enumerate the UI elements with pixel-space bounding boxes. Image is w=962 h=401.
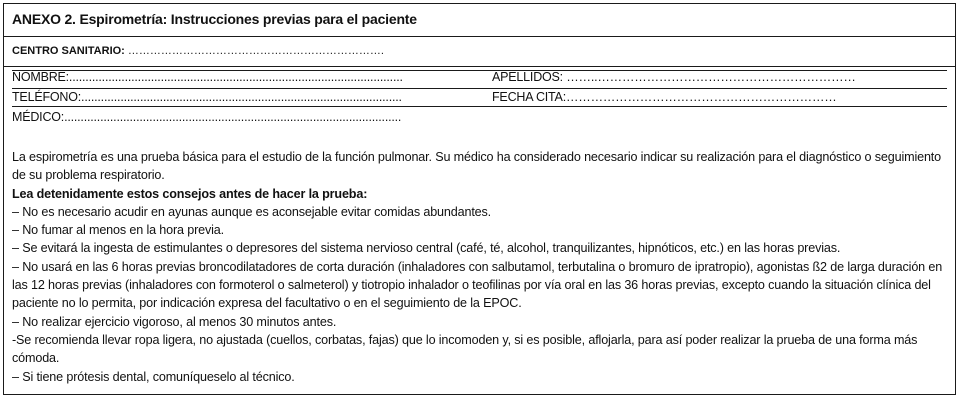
instruction-item: – Se evitará la ingesta de estimulantes o depresores del sistema nervioso central (café, té, alcohol, tranquilizantes, hipnóticos, etc.) en las horas previas. (12, 241, 841, 256)
telefono-field: TELÉFONO:.................................................................................................. (12, 90, 402, 104)
instruction-item: – No fumar al menos en la hora previa. (12, 223, 225, 238)
annex-frame (3, 3, 956, 395)
instruction-item: – No usará en las 6 horas previas broncodilatadores de corta duración (inhaladores con salbutamol, terbutalina o bromuro de ipratropio), agonistas ß2 de larga duración en las 12 horas previas (inhaladores con formoterol o salmeterol) y tiotropio inhalador o teofilinas por vía oral en las 36 horas previas, excepto cuando la situación clínica del paciente no lo permita, por indicación expresa del facultativo o en el seguimiento de la EPOC. (12, 259, 943, 311)
instructions-heading: Lea detenidamente estos consejos antes de hacer la prueba: (12, 186, 368, 201)
nombre-field: NOMBRE:...................................................................................................... (12, 70, 403, 84)
intro-paragraph: La espirometría es una prueba básica para el estudio de la función pulmonar. Su médico ha considerado necesario indicar su realización para el diagnóstico o seguimiento de su problema respiratorio. (12, 150, 942, 183)
instruction-item: – Si tiene prótesis dental, comuníqueselo al técnico. (12, 369, 295, 384)
apellidos-field: APELLIDOS: ……..……………………………………………………… (492, 70, 856, 84)
page-title: ANEXO 2. Espirometría: Instrucciones previas para el paciente (12, 11, 417, 27)
instructions-body (12, 148, 948, 386)
centro-dots: ……………………………………………………………. (124, 45, 384, 57)
centro-field (12, 45, 384, 57)
instruction-item: – No realizar ejercicio vigoroso, al menos 30 minutos antes. (12, 314, 337, 329)
field-rule-middle (12, 88, 947, 89)
title-row (4, 4, 955, 37)
centro-label: CENTRO SANITARIO: (12, 45, 125, 57)
fecha-cita-field: FECHA CITA:………………………………………………………… (492, 90, 837, 104)
medico-field: MÉDICO:....................................................................................................... (12, 110, 402, 124)
centro-row (4, 36, 955, 67)
instruction-item: -Se recomienda llevar ropa ligera, no ajustada (cuellos, corbatas, fajas) que lo incomoden y, si es posible, aflojarla, para así poder realizar la prueba de una forma más cómoda. (12, 332, 918, 366)
instruction-item: – No es necesario acudir en ayunas aunque es aconsejable evitar comidas abundantes. (12, 204, 492, 219)
field-rule-bottom (12, 106, 947, 107)
